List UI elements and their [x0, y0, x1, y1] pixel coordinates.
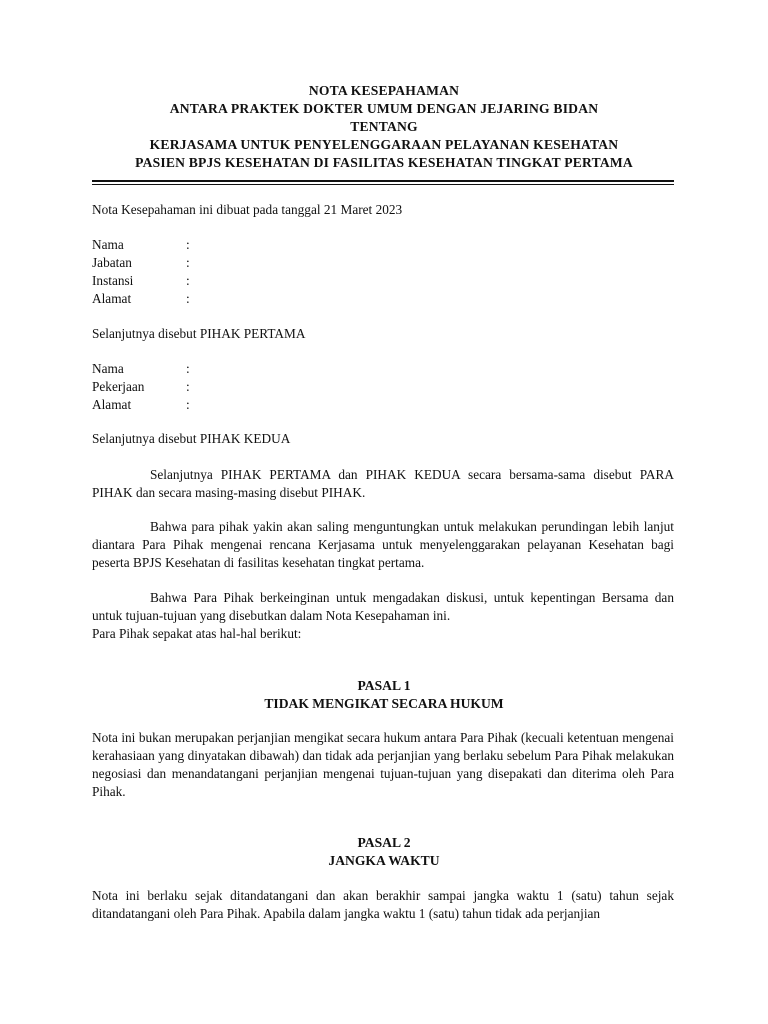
party2-field-nama [92, 360, 190, 378]
party1-field-jabatan [92, 254, 190, 272]
pasal-1-heading: TIDAK MENGIKAT SECARA HUKUM [264, 696, 504, 711]
field-separator: : [186, 291, 190, 306]
party1-field-nama [92, 236, 190, 254]
pasal-2-number: PASAL 2 [357, 835, 411, 850]
title-line-1: NOTA KESEPAHAMAN [308, 83, 460, 98]
pasal-2-body: Nota ini berlaku sejak ditandatangani dan akan berakhir sampai jangka waktu 1 (satu) tahun sejak ditandatangani oleh Para Pihak. Apabila dalam jangka waktu 1 (satu) tahun tidak ada perjanjian [92, 888, 674, 921]
paragraph-bahwa-2: Bahwa Para Pihak berkeinginan untuk mengadakan diskusi, untuk kepentingan Bersama dan untuk tujuan-tujuan yang disebutkan dalam Nota Kesepahaman ini. [92, 590, 674, 623]
party2-field-pekerjaan [92, 378, 190, 396]
title-line-3: TENTANG [350, 119, 418, 134]
field-separator: : [186, 379, 190, 394]
party1-designation: Selanjutnya disebut PIHAK PERTAMA [92, 326, 306, 341]
field-label: Alamat [92, 397, 132, 412]
pasal-2-heading: JANGKA WAKTU [328, 853, 440, 868]
party2-field-alamat [92, 396, 190, 414]
field-separator: : [186, 273, 190, 288]
field-label: Jabatan [92, 255, 132, 270]
field-label: Alamat [92, 291, 132, 306]
field-separator: : [186, 237, 190, 252]
paragraph-para-pihak: Selanjutnya PIHAK PERTAMA dan PIHAK KEDUA secara bersama-sama disebut PARA PIHAK dan secara masing-masing disebut PIHAK. [92, 467, 674, 500]
field-separator: : [186, 255, 190, 270]
pasal-1-body: Nota ini bukan merupakan perjanjian mengikat secara hukum antara Para Pihak (kecuali ketentuan mengenai kerahasiaan yang dinyatakan dibawah) dan tidak ada perjanjian yang berlaku sebelum Para Pihak melakukan negosiasi dan menandatangani perjanjian mengenai tujuan-tujuan yang disepakati dan diterima oleh Para Pihak. [92, 730, 674, 799]
intro-date-line: Nota Kesepahaman ini dibuat pada tanggal 21 Maret 2023 [92, 202, 403, 217]
party1-field-instansi [92, 272, 190, 290]
party2-designation: Selanjutnya disebut PIHAK KEDUA [92, 431, 291, 446]
party1-field-alamat [92, 290, 190, 308]
title-line-2: ANTARA PRAKTEK DOKTER UMUM DENGAN JEJARING BIDAN [169, 101, 599, 116]
document-title [0, 82, 768, 172]
field-label: Nama [92, 237, 124, 252]
field-label: Instansi [92, 273, 134, 288]
field-separator: : [186, 361, 190, 376]
title-line-4: KERJASAMA UNTUK PENYELENGGARAAN PELAYANAN KESEHATAN [149, 137, 619, 152]
title-divider-thick [92, 180, 674, 182]
field-label: Nama [92, 361, 124, 376]
paragraph-bahwa-1: Bahwa para pihak yakin akan saling menguntungkan untuk melakukan perundingan lebih lanjut diantara Para Pihak mengenai rencana Kerjasama untuk menyelenggarakan pelayanan Kesehatan bagi peserta BPJS Kesehatan di fasilitas kesehatan tingkat pertama. [92, 519, 674, 570]
title-line-5: PASIEN BPJS KESEHATAN DI FASILITAS KESEHATAN TINGKAT PERTAMA [135, 155, 633, 170]
title-divider-thin [92, 184, 674, 185]
paragraph-sepakat: Para Pihak sepakat atas hal-hal berikut: [92, 626, 302, 641]
pasal-1-number: PASAL 1 [357, 678, 411, 693]
field-separator: : [186, 397, 190, 412]
field-label: Pekerjaan [92, 379, 145, 394]
